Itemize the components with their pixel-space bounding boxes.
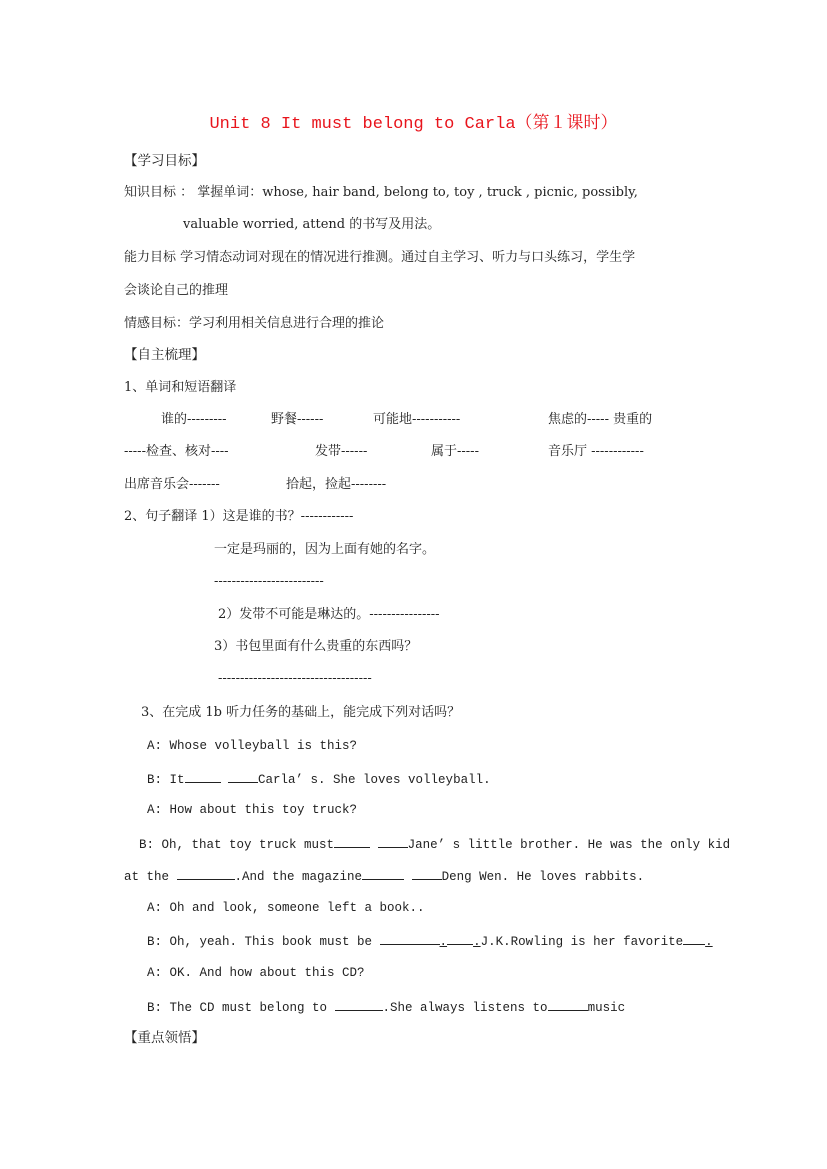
answer-blank[interactable]	[412, 867, 442, 880]
dialog-text: B: Oh, yeah. This book must be	[147, 935, 380, 949]
answer-blank[interactable]	[548, 998, 588, 1011]
task2-sentence3-answer-line[interactable]: -----------------------------------	[218, 671, 372, 686]
answer-blank[interactable]	[380, 932, 440, 945]
answer-blank-dot[interactable]: .	[439, 935, 448, 949]
vocab-item: 拾起，捡起--------	[286, 477, 387, 492]
vocab-item: 发带------	[315, 444, 368, 459]
answer-blank[interactable]	[683, 932, 705, 945]
task3-heading: 3、在完成 1b 听力任务的基础上，能完成下列对话吗？	[141, 705, 461, 720]
task2-sentence1b: 一定是玛丽的，因为上面有她的名字。	[214, 542, 436, 557]
answer-blank[interactable]	[378, 835, 408, 848]
vocab-item: 属于-----	[431, 444, 479, 459]
title-english: Unit 8 It must belong to Carla	[209, 115, 516, 134]
self-study-heading: 【自主梳理】	[124, 347, 205, 363]
dialog-text: Deng Wen. He loves rabbits.	[441, 870, 645, 884]
dialog-line: A: Whose volleyball is this?	[147, 739, 358, 753]
key-points-heading: 【重点领悟】	[124, 1030, 205, 1046]
vocab-item: 可能地-----------	[373, 412, 461, 427]
task2-sentence3: 3）书包里面有什么贵重的东西吗？	[214, 639, 418, 654]
knowledge-objective-line2: valuable worried, attend 的书写及用法。	[183, 217, 441, 232]
dialog-line	[147, 770, 491, 788]
dialog-line: A: OK. And how about this CD?	[147, 966, 365, 980]
answer-blank[interactable]	[185, 770, 221, 783]
dialog-line	[124, 867, 644, 885]
knowledge-objective-line1: 知识目标 ： 掌握单词：whose, hair band, belong to, toy , truck , picnic, possibly,	[124, 185, 638, 200]
dialog-text: Jane’ s little brother. He was the only kid	[407, 838, 731, 852]
answer-blank[interactable]	[228, 770, 258, 783]
dialog-line	[147, 998, 625, 1016]
dialog-text: J.K.Rowling is her favorite	[480, 935, 684, 949]
dialog-text: Carla’ s. She loves volleyball.	[258, 773, 491, 787]
vocab-item: 野餐------	[271, 412, 324, 427]
vocab-item: 音乐厅 ------------	[548, 444, 644, 459]
task2-sentence2: 2）发带不可能是琳达的。----------------	[218, 607, 440, 622]
ability-objective-line1: 能力目标 学习情态动词对现在的情况进行推测。通过自主学习、听力与口头练习，学生学	[124, 250, 636, 265]
dialog-text: B: It	[147, 773, 185, 787]
answer-blank[interactable]	[335, 998, 383, 1011]
dialog-text: B: The CD must belong to	[147, 1001, 335, 1015]
dialog-text: music	[587, 1001, 626, 1015]
vocab-item: 出席音乐会-------	[124, 477, 220, 492]
vocab-item: 谁的---------	[161, 412, 227, 427]
dialog-text: B: Oh, that toy truck must	[139, 838, 335, 852]
task2-sentence1b-answer-line[interactable]: -------------------------	[214, 574, 324, 589]
emotion-objective-line: 情感目标：学习利用相关信息进行合理的推论	[124, 316, 385, 331]
answer-blank-dot[interactable]: .	[473, 935, 481, 949]
dialog-text: at the	[124, 870, 177, 884]
task1-heading: 1、单词和短语翻译	[124, 380, 237, 395]
answer-blank[interactable]	[362, 867, 404, 880]
page-title	[0, 113, 827, 135]
ability-objective-line2: 会谈论自己的推理	[124, 283, 229, 298]
answer-blank[interactable]	[177, 867, 235, 880]
title-lesson-number: （第１课时）	[515, 113, 618, 133]
vocab-item: -----检查、核对----	[124, 444, 229, 459]
answer-blank-dot[interactable]: .	[705, 935, 713, 949]
dialog-line	[139, 835, 730, 853]
answer-blank[interactable]	[334, 835, 370, 848]
dialog-text: .She always listens to	[382, 1001, 548, 1015]
dialog-text: .And the magazine	[234, 870, 363, 884]
dialog-line: A: Oh and look, someone left a book..	[147, 901, 425, 915]
answer-blank[interactable]	[447, 932, 473, 945]
dialog-line: A: How about this toy truck?	[147, 803, 358, 817]
task2-heading: 2、句子翻译 1）这是谁的书？------------	[124, 509, 354, 524]
dialog-line	[147, 932, 713, 950]
vocab-item: 焦虑的----- 贵重的	[548, 412, 653, 427]
objectives-heading: 【学习目标】	[124, 153, 205, 169]
